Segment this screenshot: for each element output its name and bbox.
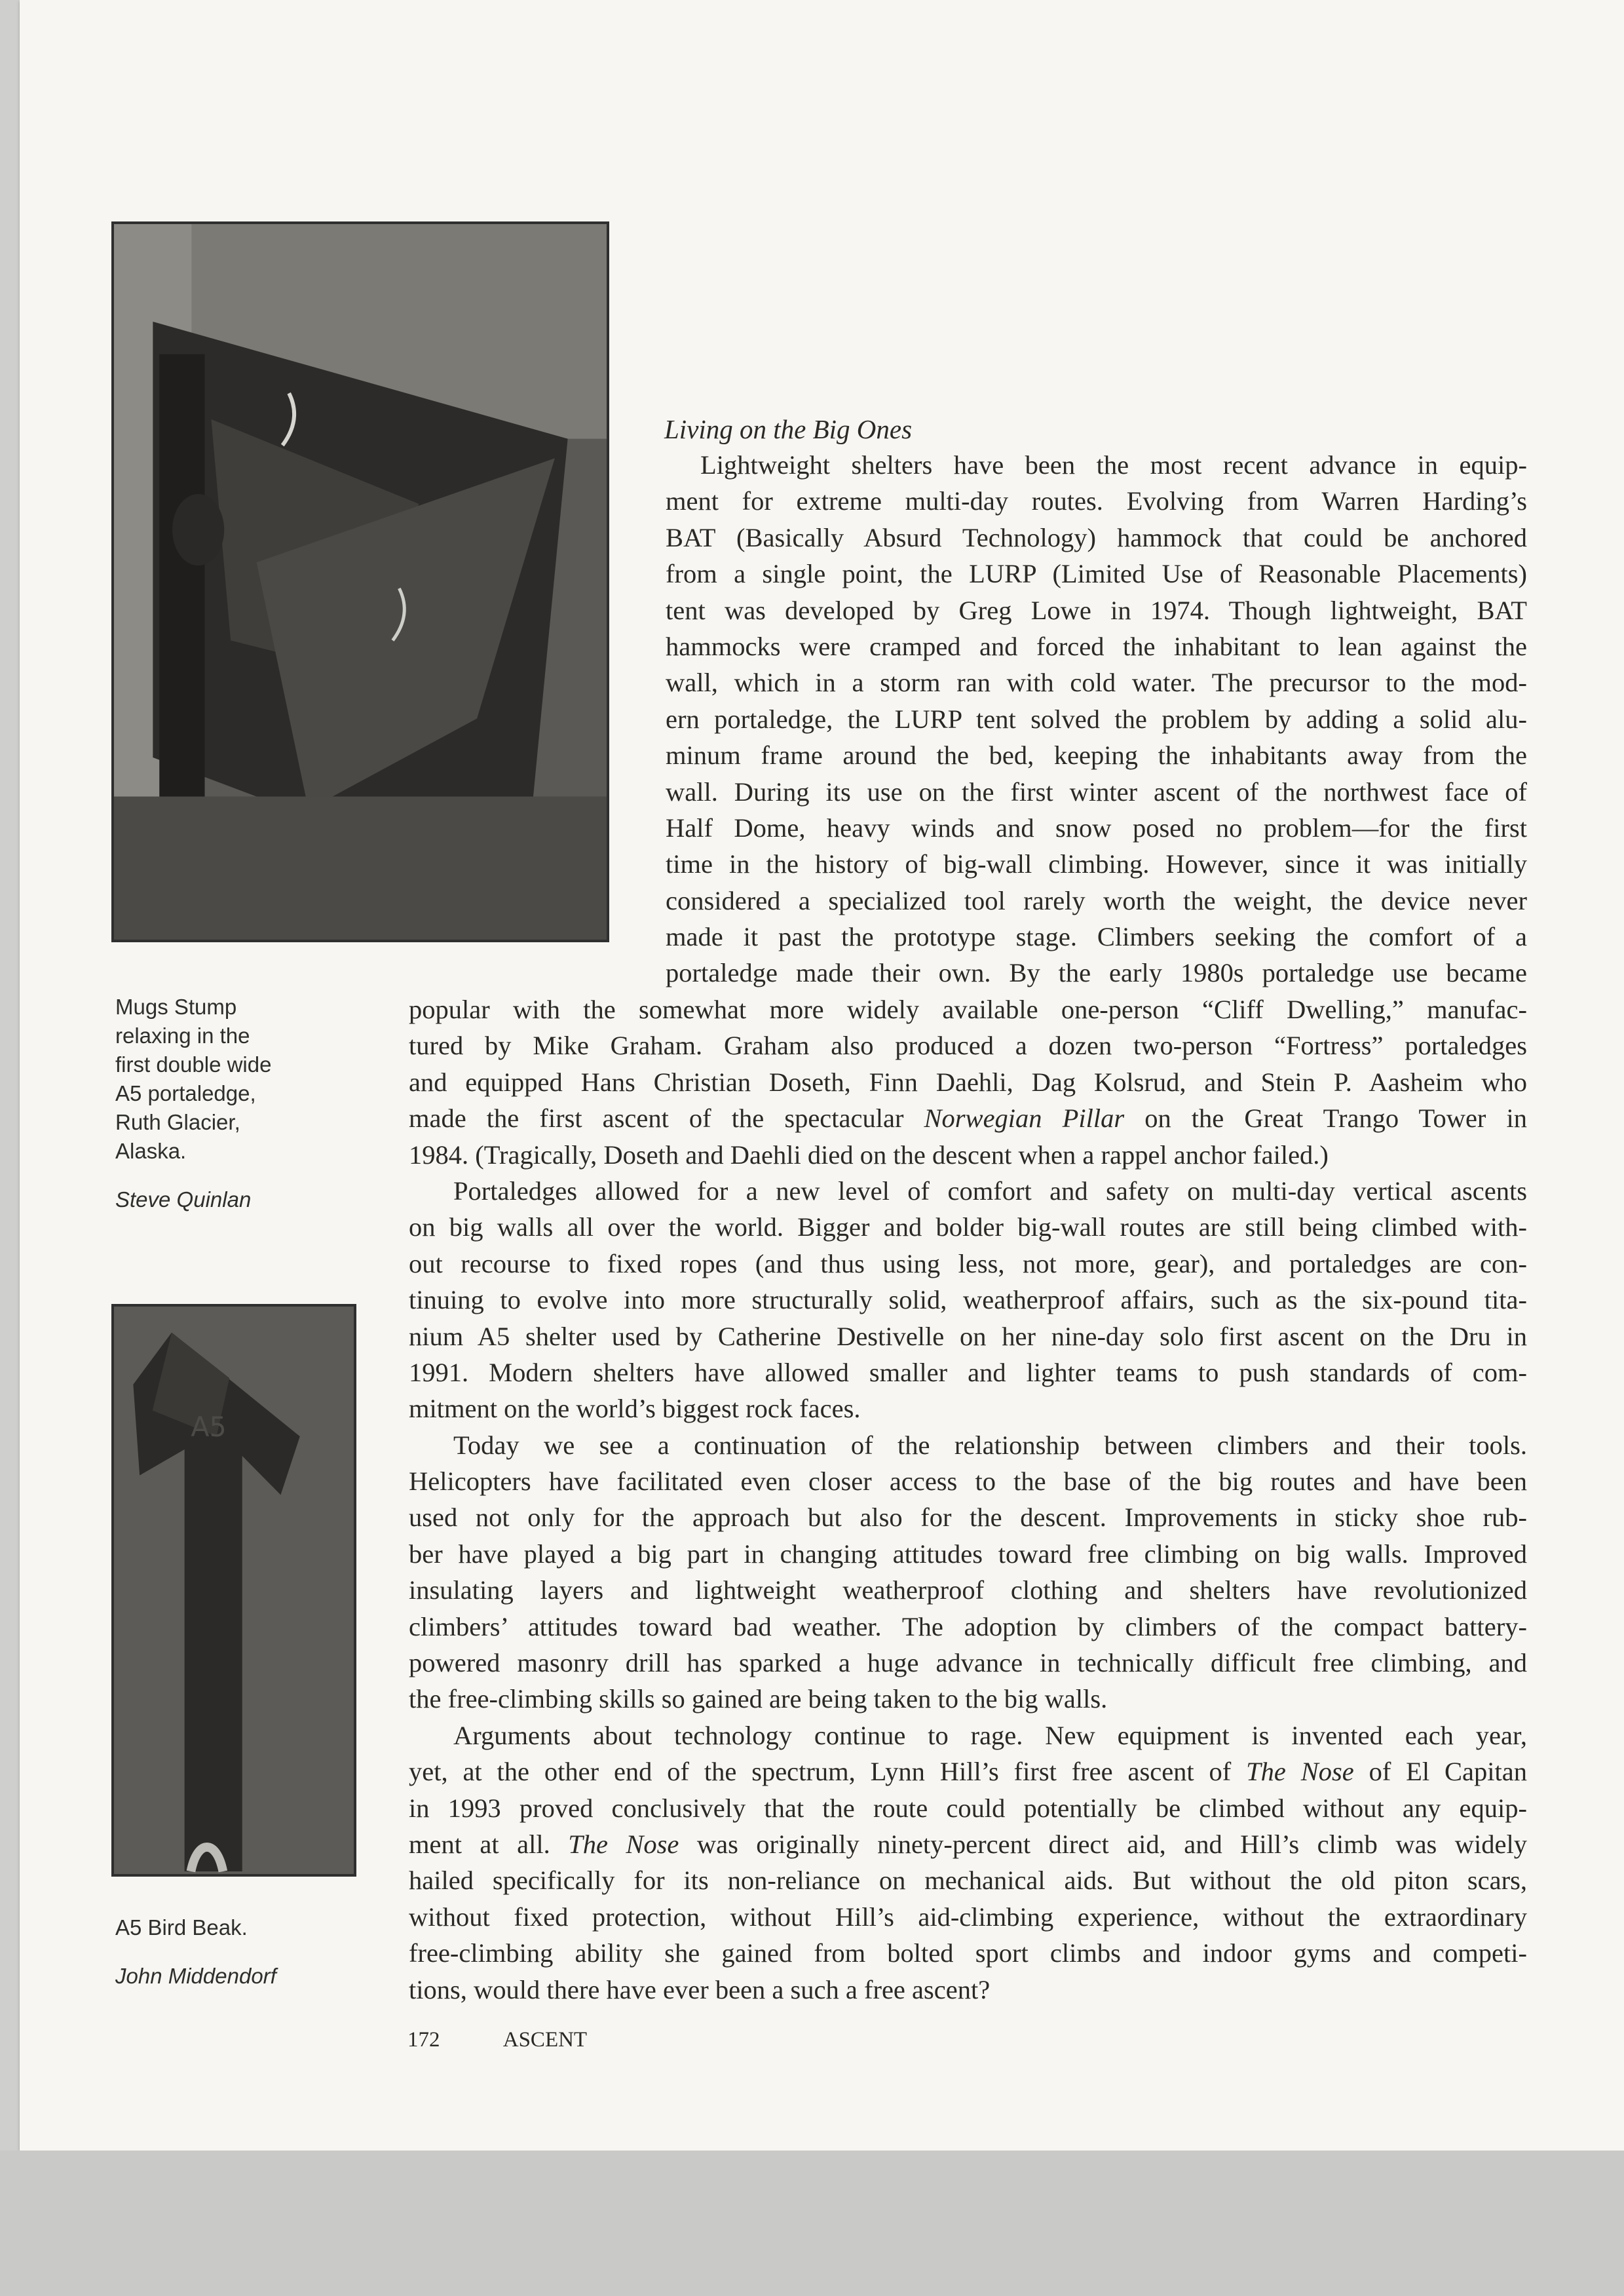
- route-name: The Nose: [568, 1829, 679, 1859]
- portaledge-photo: [111, 221, 609, 942]
- text-line: tent was developed by Greg Lowe in 1974. Though lightweight, BAT: [666, 595, 1527, 625]
- bird-beak-photo: [111, 1304, 356, 1877]
- text-line: from a single point, the LURP (Limited Use of Reasonable Placements): [666, 559, 1527, 589]
- svg-text:A5: A5: [191, 1411, 227, 1444]
- text-line: in 1993 proved conclusively that the route could potentially be climbed without any equip-: [409, 1793, 1527, 1823]
- text-line: tured by Mike Graham. Graham also produced a dozen two-person “Fortress” portaledges: [409, 1031, 1527, 1061]
- text-line: free-climbing ability she gained from bolted sport climbs and indoor gyms and competi-: [409, 1938, 1527, 1968]
- article-text-wide: [409, 991, 1527, 2008]
- text-line: out recourse to fixed ropes (and thus using less, not more, gear), and portaledges are con-: [409, 1248, 1527, 1278]
- caption-line: first double wide: [115, 1052, 272, 1077]
- text-line-the-nose: yet, at the other end of the spectrum, Lynn Hill’s first free ascent of The Nose of El Capitan: [409, 1757, 1527, 1787]
- text-line: Half Dome, heavy winds and snow posed no problem—for the first: [666, 813, 1527, 843]
- text-line: made it past the prototype stage. Climbers seeking the comfort of a: [666, 922, 1527, 952]
- text-line: Arguments about technology continue to rage. New equipment is invented each year,: [453, 1720, 1527, 1750]
- caption-line: Ruth Glacier,: [115, 1110, 240, 1134]
- article-text-narrow: [666, 447, 1527, 991]
- scan-background: [0, 2151, 1624, 2296]
- text-line: Helicopters have facilitated even closer access to the base of the big routes and have been: [409, 1466, 1527, 1497]
- caption-line: A5 portaledge,: [115, 1081, 256, 1105]
- page-footer: [407, 2028, 587, 2052]
- text-line: Portaledges allowed for a new level of comfort and safety on multi-day vertical ascents: [453, 1176, 1527, 1206]
- text-line: ern portaledge, the LURP tent solved the problem by adding a solid alu-: [666, 704, 1527, 734]
- text-line: climbers’ attitudes toward bad weather. The adoption by climbers of the compact battery-: [409, 1611, 1527, 1641]
- text-line: minum frame around the bed, keeping the inhabitants away from the: [666, 740, 1527, 771]
- photo-credit: Steve Quinlan: [115, 1187, 252, 1212]
- text-line: hailed specifically for its non-reliance on mechanical aids. But without the old piton scars,: [409, 1866, 1527, 1896]
- caption-line: relaxing in the: [115, 1024, 250, 1048]
- text-line: insulating layers and lightweight weatherproof clothing and shelters have revolutionized: [409, 1575, 1527, 1605]
- publication-name: ASCENT: [502, 2028, 588, 2052]
- route-name: The Nose: [1246, 1757, 1354, 1787]
- photo-credit: John Middendorf: [115, 1964, 276, 1988]
- text-line: 1991. Modern shelters have allowed smaller and lighter teams to push standards of com-: [409, 1357, 1527, 1387]
- photo-caption-1: [115, 993, 331, 1214]
- text-line: Today we see a continuation of the relationship between climbers and their tools.: [453, 1430, 1527, 1460]
- text-line: BAT (Basically Absurd Technology) hammock that could be anchored: [666, 522, 1527, 552]
- text-line: time in the history of big-wall climbing. However, since it was initially: [666, 849, 1527, 879]
- text-line: on big walls all over the world. Bigger and bolder big-wall routes are still being climbed with-: [409, 1212, 1527, 1242]
- text-line: tinuing to evolve into more structurally solid, weatherproof affairs, such as the six-pound tita-: [409, 1285, 1527, 1315]
- text-line: the free-climbing skills so gained are being taken to the big walls.: [409, 1684, 1108, 1714]
- text-line: without fixed protection, without Hill’s aid-climbing experience, without the extraordinary: [409, 1902, 1527, 1932]
- caption-line: Alaska.: [115, 1139, 187, 1163]
- text-line: considered a specialized tool rarely worth the weight, the device never: [666, 885, 1527, 915]
- text-line: ment for extreme multi-day routes. Evolving from Warren Harding’s: [666, 486, 1527, 516]
- route-name: Norwegian Pillar: [924, 1103, 1125, 1134]
- text-line: 1984. (Tragically, Doseth and Daehli died on the descent when a rappel anchor failed.): [409, 1139, 1329, 1170]
- text-line: Lightweight shelters have been the most recent advance in equip-: [700, 450, 1527, 480]
- text-line: ber have played a big part in changing attitudes toward free climbing on big walls. Improved: [409, 1539, 1527, 1569]
- text-line: hammocks were cramped and forced the inhabitant to lean against the: [666, 631, 1527, 661]
- text-line: mitment on the world’s biggest rock faces.: [409, 1394, 861, 1424]
- text-line-norwegian-pillar: made the first ascent of the spectacular Norwegian Pillar on the Great Trango Tower in: [409, 1103, 1527, 1134]
- caption-line: A5 Bird Beak.: [115, 1915, 248, 1940]
- text-line: wall, which in a storm ran with cold water. The precursor to the mod-: [666, 668, 1527, 698]
- photo-caption-2: [115, 1913, 331, 1991]
- text-line-the-nose: ment at all. The Nose was originally ninety-percent direct aid, and Hill’s climb was widely: [409, 1829, 1527, 1859]
- text-line: and equipped Hans Christian Doseth, Finn Daehli, Dag Kolsrud, and Stein P. Aasheim who: [409, 1067, 1527, 1097]
- text-line: used not only for the approach but also for the descent. Improvements in sticky shoe rub-: [409, 1502, 1527, 1533]
- caption-line: Mugs Stump: [115, 995, 237, 1019]
- section-heading: Living on the Big Ones: [664, 414, 913, 444]
- text-line: wall. During its use on the first winter ascent of the northwest face of: [666, 776, 1527, 807]
- text-line: powered masonry drill has sparked a huge advance in technically difficult free climbing, and: [409, 1648, 1527, 1678]
- scan-edge: [0, 0, 20, 2296]
- page-number: 172: [407, 2028, 440, 2052]
- text-line: portaledge made their own. By the early 1980s portaledge use became: [666, 958, 1527, 988]
- text-line: popular with the somewhat more widely available one-person “Cliff Dwelling,” manufac-: [409, 995, 1527, 1024]
- text-line: nium A5 shelter used by Catherine Destivelle on her nine-day solo first ascent on the Dru in: [409, 1321, 1527, 1351]
- text-line: tions, would there have ever been a such a free ascent?: [409, 1974, 991, 2004]
